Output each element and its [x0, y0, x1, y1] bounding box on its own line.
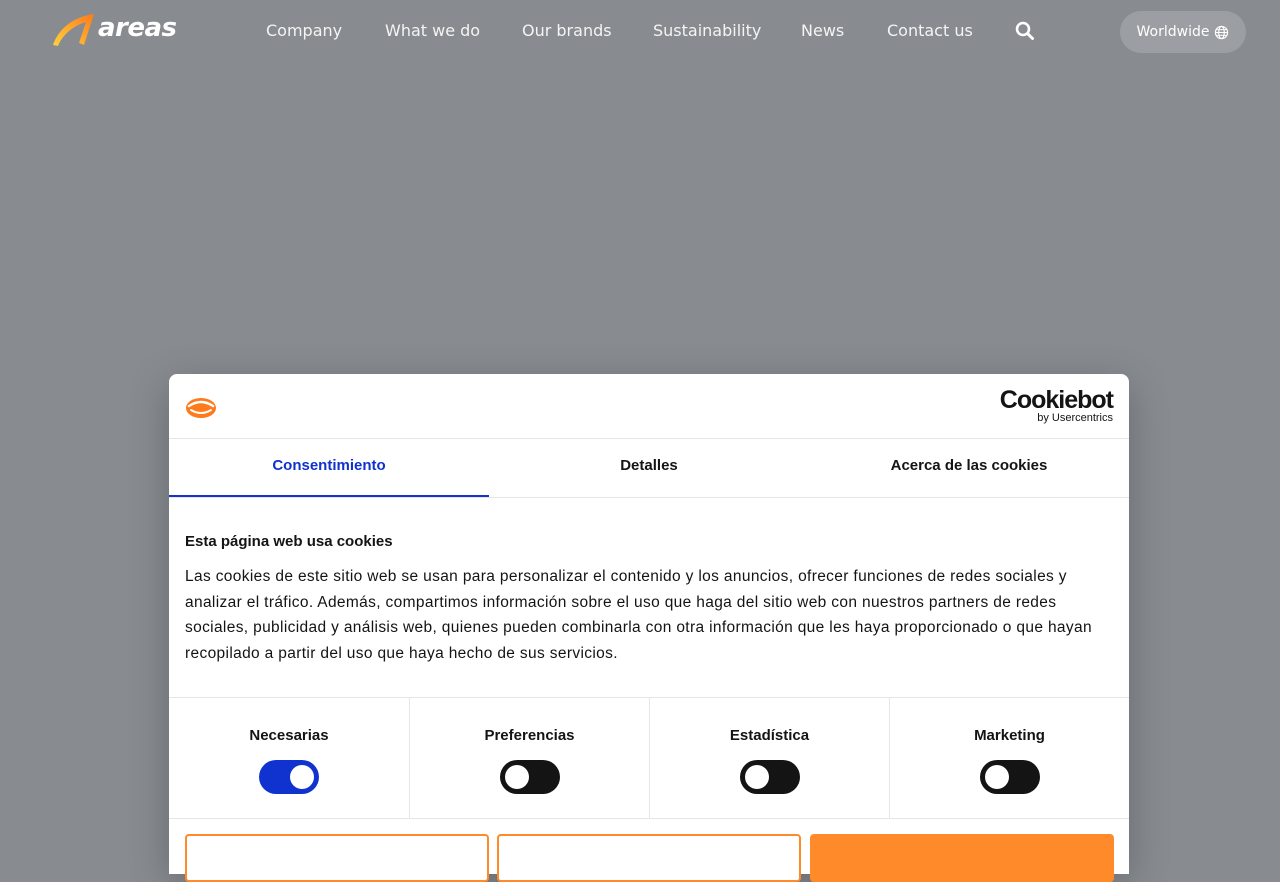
cookie-consent-dialog	[169, 374, 1129, 874]
deny-button[interactable]	[185, 834, 489, 882]
nav-contact-us[interactable]: Contact us	[887, 21, 973, 40]
dialog-tabs	[169, 438, 1129, 498]
worldwide-label: Worldwide	[1136, 24, 1210, 40]
dialog-title: Esta página web usa cookies	[185, 533, 393, 550]
tab-acerca-de-las-cookies[interactable]: Acerca de las cookies	[890, 457, 1048, 474]
nav-sustainability[interactable]: Sustainability	[653, 21, 762, 40]
search-icon	[1014, 20, 1036, 42]
globe-icon	[1214, 25, 1229, 40]
toggle-marketing	[889, 698, 1129, 818]
toggle-label: Preferencias	[484, 727, 575, 744]
areas-logo[interactable]	[50, 12, 182, 48]
nav-company[interactable]: Company	[266, 21, 343, 40]
allow-all-button[interactable]	[810, 834, 1114, 882]
consent-toggles	[169, 697, 1129, 819]
switch-knob	[745, 765, 769, 789]
cookiebot-brand[interactable]	[1000, 388, 1113, 424]
toggle-estadistica	[649, 698, 889, 818]
worldwide-selector[interactable]	[1120, 11, 1246, 53]
brand-sub: by Usercentrics	[1037, 412, 1113, 424]
nav-news[interactable]: News	[801, 21, 845, 40]
toggle-preferencias	[409, 698, 649, 818]
toggle-label: Marketing	[974, 727, 1045, 744]
toggle-label: Necesarias	[249, 727, 329, 744]
switch-knob	[505, 765, 529, 789]
toggle-necesarias	[169, 698, 409, 818]
nav-our-brands[interactable]: Our brands	[522, 21, 612, 40]
tab-detalles[interactable]: Detalles	[620, 457, 678, 474]
dialog-text: Las cookies de este sitio web se usan para personalizar el contenido y los anuncios, ofrecer funciones de redes sociales y analizar el tráfico. Además, compartimos información sobre el uso que haga del sitio web con nuestros partners de redes sociales, publicidad y análisis web, quienes pueden combinarla con otra información que les haya proporcionado o que hayan recopilado a partir del uso que haya hecho de sus servicios.	[185, 568, 1092, 662]
cookiebot-logo-icon	[185, 394, 217, 420]
marketing-switch[interactable]	[980, 760, 1040, 794]
preferencias-switch[interactable]	[500, 760, 560, 794]
nav-what-we-do[interactable]: What we do	[385, 21, 481, 40]
tab-consentimiento[interactable]: Consentimiento	[169, 438, 489, 497]
dialog-header	[169, 374, 1129, 439]
toggle-label: Estadística	[729, 727, 810, 744]
switch-knob	[290, 765, 314, 789]
site-header	[0, 0, 1280, 64]
allow-selection-button[interactable]	[497, 834, 801, 882]
logo-text: areas	[98, 13, 177, 43]
areas-logo-icon	[50, 12, 96, 48]
dialog-body	[185, 498, 1113, 666]
search-button[interactable]	[1014, 20, 1036, 42]
estadistica-switch[interactable]	[740, 760, 800, 794]
necesarias-switch[interactable]	[259, 760, 319, 794]
brand-name: Cookiebot	[999, 386, 1113, 414]
switch-knob	[985, 765, 1009, 789]
